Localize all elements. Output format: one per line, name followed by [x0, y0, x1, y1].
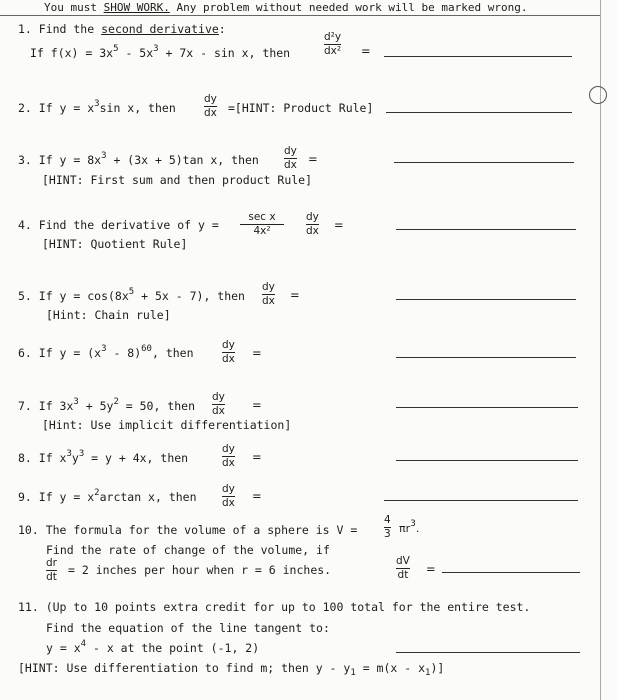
p4-quotient-fraction: [240, 212, 284, 237]
problem-9-given: [18, 490, 197, 504]
p7-hint: [Hint: Use implicit differentiation]: [42, 418, 292, 432]
p1-given-mid2: + 7x - sin x, then: [158, 46, 291, 60]
p7-exp: 3: [73, 397, 79, 407]
problem-11-line3: [46, 641, 259, 655]
p7-mid: + 5y: [78, 399, 114, 413]
p10-ans-den: dt: [397, 569, 409, 581]
header-emphasis: SHOW WORK.: [103, 1, 170, 14]
p7-exp2: 2: [113, 397, 119, 407]
p11-hint-pre: [HINT: Use differentiation to find m; then y - y: [18, 661, 351, 675]
p9-answer-line[interactable]: [384, 500, 578, 501]
p8-derivative-fraction: [222, 444, 235, 469]
p8-equals: =: [252, 450, 262, 464]
p1-frac-den: dx²: [324, 45, 342, 57]
p4-derivative-fraction: [306, 212, 319, 237]
p1-given-pre: If f(x) = 3x: [30, 46, 114, 60]
p6-frac-den: dx: [222, 353, 235, 365]
p3-frac-den: dx: [284, 159, 297, 171]
p9-pre: 9. If y = x: [18, 490, 95, 504]
p6-exp: 3: [101, 344, 107, 354]
problem-1-instruction: [18, 22, 226, 36]
p3-frac-num: dy: [284, 145, 297, 157]
p8-mid: y: [71, 451, 79, 465]
p6-pre: 6. If y = (x: [18, 346, 102, 360]
p9-frac-num: dy: [222, 483, 235, 495]
right-margin-rule: [600, 0, 601, 700]
p5-pre: 5. If y = cos(8x: [18, 289, 129, 303]
p1-answer-line[interactable]: [384, 56, 572, 57]
p4-frac-num: sec x: [248, 211, 276, 223]
p4-hint: [HINT: Quotient Rule]: [42, 237, 188, 251]
p4-frac2-num: dy: [306, 211, 319, 223]
p7-pre: 7. If 3x: [18, 399, 74, 413]
p2-exp: 3: [94, 99, 100, 109]
p8-frac-den: dx: [222, 457, 235, 469]
p11-hint-end: )]: [430, 661, 445, 675]
problem-6-given: [18, 346, 194, 360]
p6-derivative-fraction: [222, 340, 235, 365]
p6-post: , then: [151, 346, 194, 360]
problem-4-given: 4. Find the derivative of y =: [18, 218, 219, 232]
p10-rate-num: dr: [46, 557, 57, 569]
p3-derivative-fraction: [284, 146, 297, 171]
p10-equals: =: [426, 562, 436, 576]
p8-pre: 8. If x: [18, 451, 67, 465]
p10-formula-base: πr: [399, 522, 411, 535]
p6-frac-num: dy: [222, 339, 235, 351]
header-prefix: You must: [44, 1, 104, 14]
top-rule: [0, 15, 600, 16]
p8-answer-line[interactable]: [396, 460, 578, 461]
p3-pre: 3. If y = 8x: [18, 153, 102, 167]
p7-derivative-fraction: [212, 392, 225, 417]
p1-instruction-underlined: second derivative: [101, 22, 219, 36]
p6-mid: - 8): [106, 346, 142, 360]
p9-exp: 2: [94, 488, 100, 498]
p7-post: = 50, then: [118, 399, 196, 413]
p5-frac-den: dx: [262, 295, 275, 307]
p6-exp2: 60: [141, 344, 152, 354]
p1-given-mid1: - 5x: [118, 46, 154, 60]
p7-frac-num: dy: [212, 391, 225, 403]
p4-equals: =: [334, 218, 344, 232]
p9-post: arctan x, then: [99, 490, 197, 504]
p10-formula-end: .: [415, 522, 420, 535]
p6-answer-line[interactable]: [396, 357, 576, 358]
p1-second-derivative-fraction: [324, 32, 341, 57]
p10-frac-den: 3: [384, 528, 391, 540]
p3-answer-line[interactable]: [394, 162, 574, 163]
p4-frac2-den: dx: [306, 225, 319, 237]
p2-frac-den: dx: [204, 107, 217, 119]
problem-11-hint: [18, 661, 445, 678]
p7-equals: =: [252, 398, 262, 412]
p5-hint: [Hint: Chain rule]: [46, 308, 171, 322]
p2-hint: =[HINT: Product Rule]: [228, 101, 374, 115]
p4-frac-den: 4x²: [253, 225, 271, 237]
p11-line3-pre: y = x: [46, 641, 81, 655]
p8-exp: 3: [66, 449, 72, 459]
p9-derivative-fraction: [222, 484, 235, 509]
p8-frac-num: dy: [222, 443, 235, 455]
p1-exp-1: 5: [113, 44, 119, 54]
p10-four-thirds-fraction: [384, 515, 391, 540]
p3-equals: =: [308, 152, 318, 166]
p1-frac-num: d²y: [324, 31, 342, 43]
p9-equals: =: [252, 489, 262, 503]
p11-sub1: 1: [350, 668, 356, 678]
p10-rate-den: dt: [46, 571, 57, 583]
p5-frac-num: dy: [262, 281, 275, 293]
p2-frac-num: dy: [204, 93, 217, 105]
problem-11-line1: 11. (Up to 10 points extra credit for up to 100 total for the entire test.: [18, 600, 531, 614]
p10-answer-fraction: [396, 556, 410, 581]
p5-equals: =: [290, 288, 300, 302]
p5-exp: 5: [128, 287, 135, 297]
p1-exp-2: 3: [153, 44, 159, 54]
problem-5-given: [18, 289, 245, 303]
p11-sub2: 1: [425, 668, 431, 678]
p2-derivative-fraction: [204, 94, 217, 119]
p5-derivative-fraction: [262, 282, 275, 307]
corner-mark-icon: [589, 86, 607, 104]
p11-line3-exp: 4: [80, 639, 87, 649]
p10-ans-num: dV: [396, 555, 410, 567]
p5-answer-line[interactable]: [396, 299, 576, 300]
p1-instruction-end: :: [218, 22, 226, 36]
header-suffix: Any problem without needed work will be marked wrong.: [169, 1, 528, 14]
p2-pre: 2. If y = x: [18, 101, 95, 115]
problem-8-given: [18, 451, 188, 465]
problem-11-line2: Find the equation of the line tangent to:: [46, 621, 330, 635]
p11-answer-line[interactable]: [396, 652, 580, 653]
header-instructions: [44, 1, 527, 14]
problem-10-line2: Find the rate of change of the volume, if: [46, 543, 330, 557]
p2-mid: sin x, then: [99, 101, 176, 115]
p10-frac-num: 4: [384, 514, 391, 526]
problem-1-given: [30, 46, 290, 60]
problem-10-line3: = 2 inches per hour when r = 6 inches.: [68, 563, 332, 577]
p6-equals: =: [252, 346, 262, 360]
problem-10-line1: 10. The formula for the volume of a sphere is V =: [18, 523, 358, 537]
p3-hint: [HINT: First sum and then product Rule]: [42, 173, 313, 187]
p5-mid: + 5x - 7), then: [134, 289, 245, 303]
problem-7-given: [18, 399, 195, 413]
p10-formula: [399, 519, 420, 535]
p10-answer-line[interactable]: [442, 572, 580, 573]
p1-equals: =: [361, 44, 371, 58]
p10-rate-fraction: [46, 558, 57, 583]
p3-exp: 3: [101, 151, 107, 161]
p7-frac-den: dx: [212, 405, 225, 417]
p7-answer-line[interactable]: [396, 407, 578, 408]
p4-answer-line[interactable]: [396, 229, 576, 230]
problem-3-given: [18, 153, 259, 167]
problem-2-given: [18, 101, 176, 115]
p8-exp2: 3: [78, 449, 85, 459]
p9-frac-den: dx: [222, 497, 235, 509]
p2-answer-line[interactable]: [386, 112, 572, 113]
p8-post: = y + 4x, then: [84, 451, 189, 465]
p10-formula-exp: 3: [410, 519, 416, 529]
p11-line3-post: - x at the point (-1, 2): [86, 641, 260, 655]
p3-mid: + (3x + 5)tan x, then: [106, 153, 259, 167]
p11-hint-mid: = m(x - x: [355, 661, 426, 675]
p1-number: 1. Find the: [18, 22, 102, 36]
